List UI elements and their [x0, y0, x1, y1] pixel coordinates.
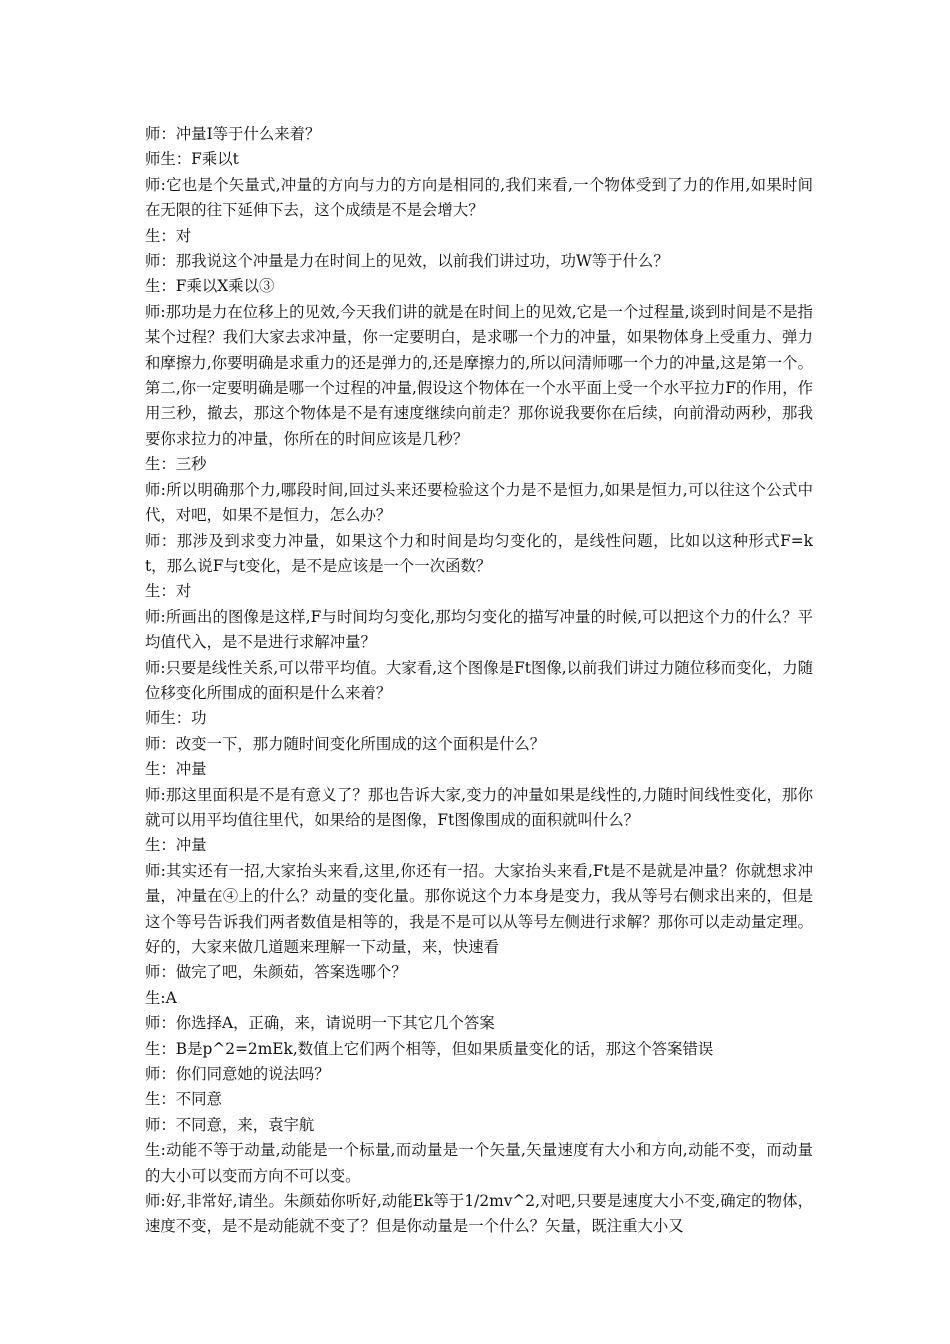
dialogue-line: 生：对 — [145, 226, 192, 245]
dialogue-line: 师:那这里面积是不是有意义了？那也告诉大家,变力的冲量如果是线性的,力随时间线性变化，那你就可以用平均值往里代，如果给的是图像，Ft图像围成的面积就叫什么？ — [145, 785, 813, 829]
dialogue-line: 师生：功 — [145, 709, 207, 728]
dialogue-line: 师：做完了吧，朱颜茹，答案选哪个？ — [145, 963, 407, 982]
dialogue-line: 生：冲量 — [145, 760, 207, 779]
dialogue-line: 师:那功是力在位移上的见效,今天我们讲的就是在时间上的见效,它是一个过程量,谈到时间是不是指某个过程？我们大家去求冲量，你一定要明白，是求哪一个力的冲量，如果物体身上受重力、弹力和摩擦力,你要明确是求重力的还是弹力的,还是摩擦力的,所以问清师哪一个力的冲量,这是第一个。第二,你一定要明确是哪一个过程的冲量,假设这个物体在一个水平面上受一个水平拉力F的作用，作用三秒，撤去，那这个物体是不是有速度继续向前走？那你说我要你在后续，向前滑动两秒，那我要你求拉力的冲量，你所在的时间应该是几秒？ — [145, 302, 813, 448]
dialogue-line: 生:动能不等于动量,动能是一个标量,而动量是一个矢量,矢量速度有大小和方向,动能不变，而动量的大小可以变而方向不可以变。 — [145, 1141, 813, 1185]
dialogue-line: 生：F乘以X乘以③ — [145, 277, 275, 296]
dialogue-line: 师：那涉及到求变力冲量，如果这个力和时间是均匀变化的，是线性问题，比如以这种形式F=kt，那么说F与t变化，是不是应该是一个一次函数？ — [145, 531, 813, 575]
dialogue-line: 生:A — [145, 988, 177, 1007]
dialogue-line: 师：不同意，来，袁宇航 — [145, 1115, 315, 1134]
dialogue-line: 师：你们同意她的说法吗？ — [145, 1065, 330, 1084]
dialogue-line: 师:好,非常好,请坐。朱颜茹你听好,动能Ek等于1/2mv^2,对吧,只要是速度大小不变,确定的物体，速度不变，是不是动能就不变了？但是你动量是一个什么？矢量，既注重大小又 — [145, 1192, 813, 1236]
dialogue-line: 师:它也是个矢量式,冲量的方向与力的方向是相同的,我们来看,一个物体受到了力的作用,如果时间在无限的往下延伸下去，这个成绩是不是会增大？ — [145, 175, 813, 220]
dialogue-line: 师：你选择A，正确，来，请说明一下其它几个答案 — [145, 1014, 495, 1033]
dialogue-line: 师:其实还有一招,大家抬头来看,这里,你还有一招。大家抬头来看,Ft是不是就是冲量？你就想求冲量，冲量在④上的什么？动量的变化量。那你说这个力本身是变力，我从等号右侧求出来的，但是这个等号告诉我们两者数值是相等的，我是不是可以从等号左侧进行求解？那你可以走动量定理。好的，大家来做几道题来理解一下动量，来，快速看 — [145, 861, 813, 956]
dialogue-line: 师:所以明确那个力,哪段时间,回过头来还要检验这个力是不是恒力,如果是恒力,可以往这个公式中代，对吧，如果不是恒力，怎么办？ — [145, 480, 813, 525]
transcript-body — [145, 122, 813, 1240]
dialogue-line: 生：三秒 — [145, 455, 207, 474]
dialogue-line: 师:所画出的图像是这样,F与时间均匀变化,那均匀变化的描写冲量的时候,可以把这个力的什么？平均值代入，是不是进行求解冲量？ — [145, 607, 813, 652]
dialogue-line: 生：对 — [145, 582, 192, 601]
dialogue-line: 生：冲量 — [145, 836, 207, 855]
dialogue-line: 师：冲量I等于什么来着？ — [145, 125, 321, 143]
dialogue-line: 生：不同意 — [145, 1090, 222, 1109]
dialogue-line: 师生：F乘以t — [145, 150, 239, 169]
dialogue-line: 生：B是p^2=2mEk,数值上它们两个相等，但如果质量变化的话，那这个答案错误 — [145, 1039, 714, 1058]
dialogue-line: 师：那我说这个冲量是力在时间上的见效，以前我们讲过功，功W等于什么？ — [145, 252, 669, 271]
dialogue-line: 师：改变一下，那力随时间变化所围成的这个面积是什么？ — [145, 734, 546, 753]
dialogue-line: 师:只要是线性关系,可以带平均值。大家看,这个图像是Ft图像,以前我们讲过力随位移而变化，力随位移变化所围成的面积是什么来着？ — [145, 658, 813, 702]
